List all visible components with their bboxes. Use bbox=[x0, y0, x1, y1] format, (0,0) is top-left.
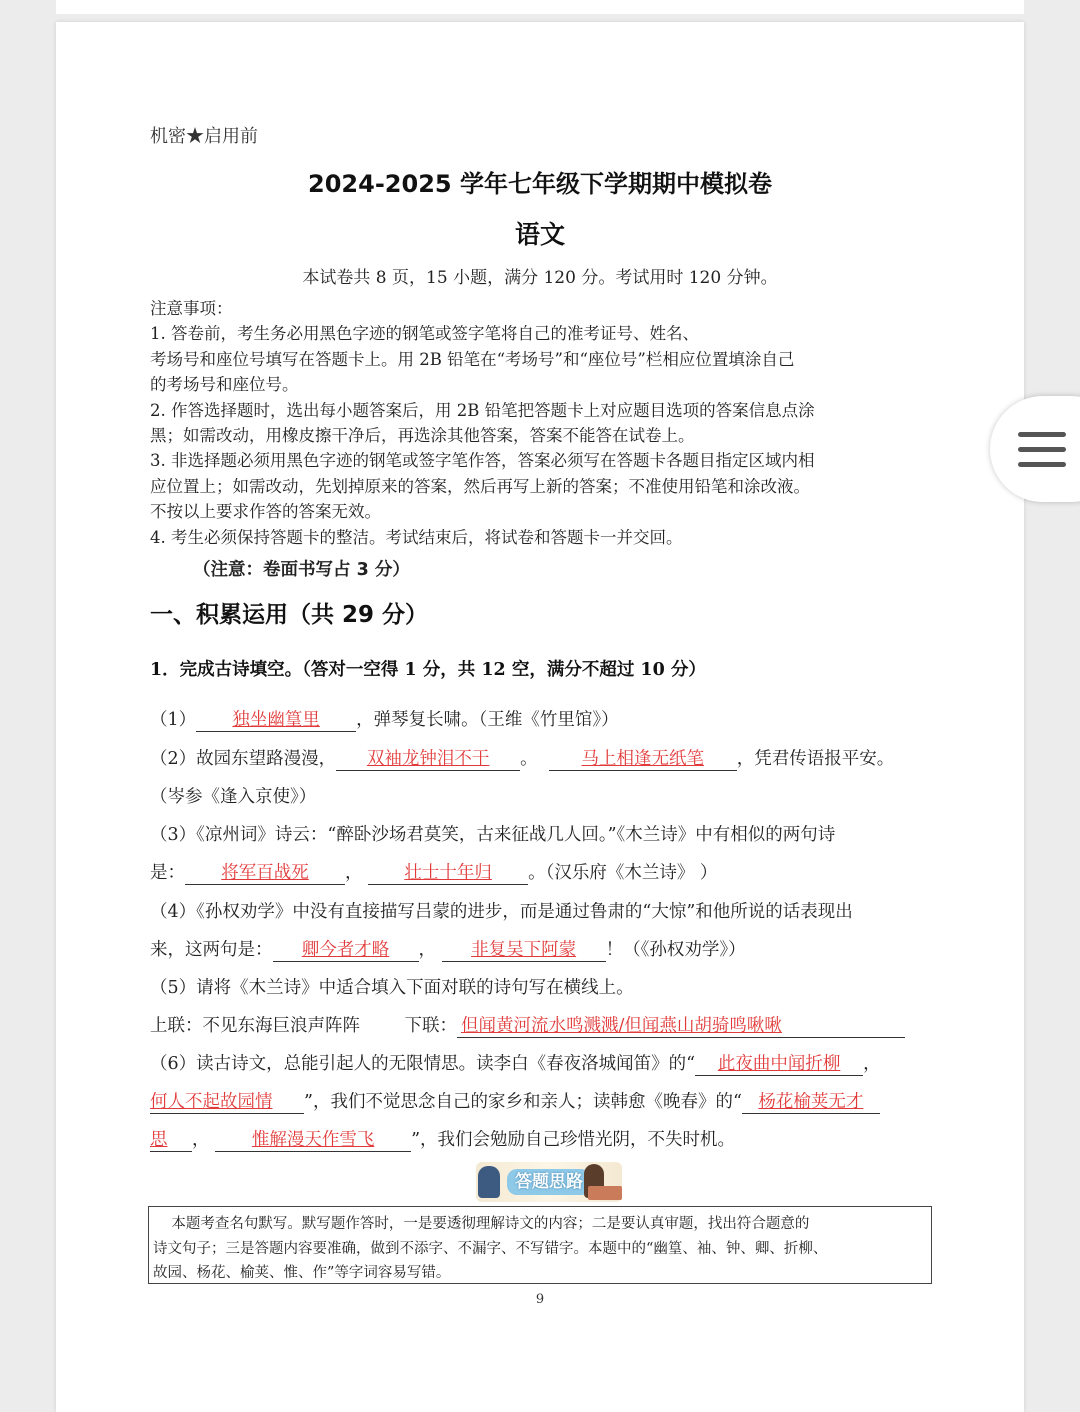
q1-line-4: （3）《凉州词》诗云：“醉卧沙场君莫笑，古来征战几人回。”《木兰诗》中有相似的两句诗 bbox=[150, 825, 836, 845]
q1-line-1 bbox=[150, 706, 619, 732]
text: ，弹琴复长啸。（王维《竹里馆》） bbox=[356, 710, 619, 730]
answer-blank: 独坐幽篁里 bbox=[196, 706, 356, 732]
answer-blank: 杨花榆荚无才 bbox=[742, 1088, 880, 1114]
text: ，凭君传语报平安。 bbox=[736, 749, 895, 769]
answer-blank: 惟解漫天作雪飞 bbox=[215, 1126, 411, 1152]
text: ， bbox=[418, 940, 436, 960]
notice-line: 4. 考生必须保持答题卡的整洁。考试结束后，将试卷和答题卡一并交回。 bbox=[150, 527, 683, 547]
notice-heading: 注意事项： bbox=[150, 299, 233, 318]
notice-line: 的考场号和座位号。 bbox=[150, 375, 299, 395]
text: 来，这两句是： bbox=[150, 940, 273, 960]
text: 。 bbox=[520, 749, 538, 769]
exam-subject: 语文 bbox=[514, 220, 565, 249]
text: （6）读古诗文，总能引起人的无限情思。读李白《春夜洛城闻笛》的“ bbox=[150, 1054, 696, 1074]
answer-blank: 卿今者才略 bbox=[273, 936, 419, 962]
hint-line: 诗文句子；三是答题内容要准确，做到不添字、不漏字、不写错字。本题中的“幽篁、袖、钟、卿、折柳、 bbox=[153, 1240, 828, 1257]
notice-line: 黑；如需改动，用橡皮擦干净后，再选涂其他答案，答案不能答在试卷上。 bbox=[150, 426, 695, 446]
q1-line-5 bbox=[150, 859, 717, 885]
answer-blank: 马上相逢无纸笔 bbox=[549, 745, 737, 771]
q1-line-9 bbox=[150, 1012, 905, 1038]
text: ”，我们不觉思念自己的家乡和亲人；读韩愈《晚春》的“ bbox=[304, 1092, 742, 1112]
q1-line-11 bbox=[150, 1088, 880, 1114]
confidential-label: 机密★启用前 bbox=[150, 126, 258, 147]
notice-line: 2. 作答选择题时，选出每小题答案后，用 2B 铅笔把答题卡上对应题目选项的答案信息点涂 bbox=[150, 400, 815, 420]
section-title: 一、积累运用（共 29 分） bbox=[150, 602, 429, 628]
text: 。（汉乐府《木兰诗》 ） bbox=[528, 863, 718, 883]
page-number: 9 bbox=[535, 1292, 545, 1307]
notice-line: 应位置上；如需改动，先划掉原来的答案，然后再写上新的答案；不准使用铅笔和涂改液。 bbox=[150, 476, 810, 496]
notice-line: 考场号和座位号填写在答题卡上。用 2B 铅笔在“考场号”和“座位号”栏相应位置填涂自己 bbox=[150, 349, 795, 369]
answer-blank: 但闻黄河流水鸣溅溅/但闻燕山胡骑鸣啾啾 bbox=[457, 1012, 905, 1038]
question-1-title: 1．完成古诗填空。（答对一空得 1 分，共 12 空，满分不超过 10 分） bbox=[150, 660, 706, 680]
badge-label: 答题思路 bbox=[507, 1169, 591, 1195]
answer-blank: 壮士十年归 bbox=[368, 859, 528, 885]
exam-meta: 本试卷共 8 页，15 小题，满分 120 分。考试用时 120 分钟。 bbox=[302, 268, 778, 288]
q1-line-2 bbox=[150, 745, 894, 771]
q1-line-10 bbox=[150, 1050, 881, 1076]
student-illustration-icon bbox=[478, 1166, 500, 1198]
q1-line-3: （岑参《逢入京使》） bbox=[150, 787, 317, 807]
answer-blank: 非复吴下阿蒙 bbox=[442, 936, 606, 962]
text: ， bbox=[863, 1054, 881, 1074]
answer-hint-badge bbox=[476, 1162, 622, 1202]
hint-line: 故园、杨花、榆荚、惟、作”等字词容易写错。 bbox=[153, 1265, 451, 1281]
books-icon bbox=[588, 1186, 622, 1200]
q1-line-8: （5）请将《木兰诗》中适合填入下面对联的诗句写在横线上。 bbox=[150, 978, 634, 998]
previous-page-edge bbox=[56, 0, 1024, 14]
answer-blank: 双袖龙钟泪不干 bbox=[336, 745, 520, 771]
text: ， bbox=[192, 1130, 210, 1150]
text: ！（《孙权劝学》） bbox=[605, 940, 746, 960]
answer-blank: 何人不起故园情 bbox=[150, 1088, 304, 1114]
hint-line: 本题考查名句默写。默写题作答时，一是要透彻理解诗文的内容；二是要认真审题，找出符合题意的 bbox=[153, 1216, 810, 1232]
text: 是： bbox=[150, 863, 185, 883]
handwriting-note: （注意：卷面书写占 3 分） bbox=[193, 560, 410, 580]
notice-line: 不按以上要求作答的答案无效。 bbox=[150, 502, 381, 522]
q1-line-7 bbox=[150, 936, 746, 962]
q1-line-6: （4）《孙权劝学》中没有直接描写吕蒙的进步，而是通过鲁肃的“大惊”和他所说的话表现出 bbox=[150, 902, 853, 922]
answer-blank: 此夜曲中闻折柳 bbox=[695, 1050, 863, 1076]
text: （2）故园东望路漫漫， bbox=[150, 749, 337, 769]
q1-line-12 bbox=[150, 1126, 735, 1152]
text: ， bbox=[345, 863, 363, 883]
text: ”，我们会勉励自己珍惜光阴，不失时机。 bbox=[411, 1130, 736, 1150]
text: 上联：不见东海巨浪声阵阵 下联： bbox=[150, 1016, 458, 1036]
notice-line: 1. 答卷前，考生务必用黑色字迹的钢笔或签字笔将自己的准考证号、姓名、 bbox=[150, 324, 699, 344]
answer-hint-box bbox=[148, 1206, 932, 1284]
text: （1） bbox=[150, 710, 197, 730]
exam-title: 2024-2025 学年七年级下学期期中模拟卷 bbox=[308, 170, 772, 198]
notice-block bbox=[150, 296, 936, 550]
answer-blank: 思 bbox=[150, 1126, 192, 1152]
notice-line: 3. 非选择题必须用黑色字迹的钢笔或签字笔作答，答案必须写在答题卡各题目指定区域内相 bbox=[150, 451, 815, 471]
answer-blank: 将军百战死 bbox=[185, 859, 345, 885]
